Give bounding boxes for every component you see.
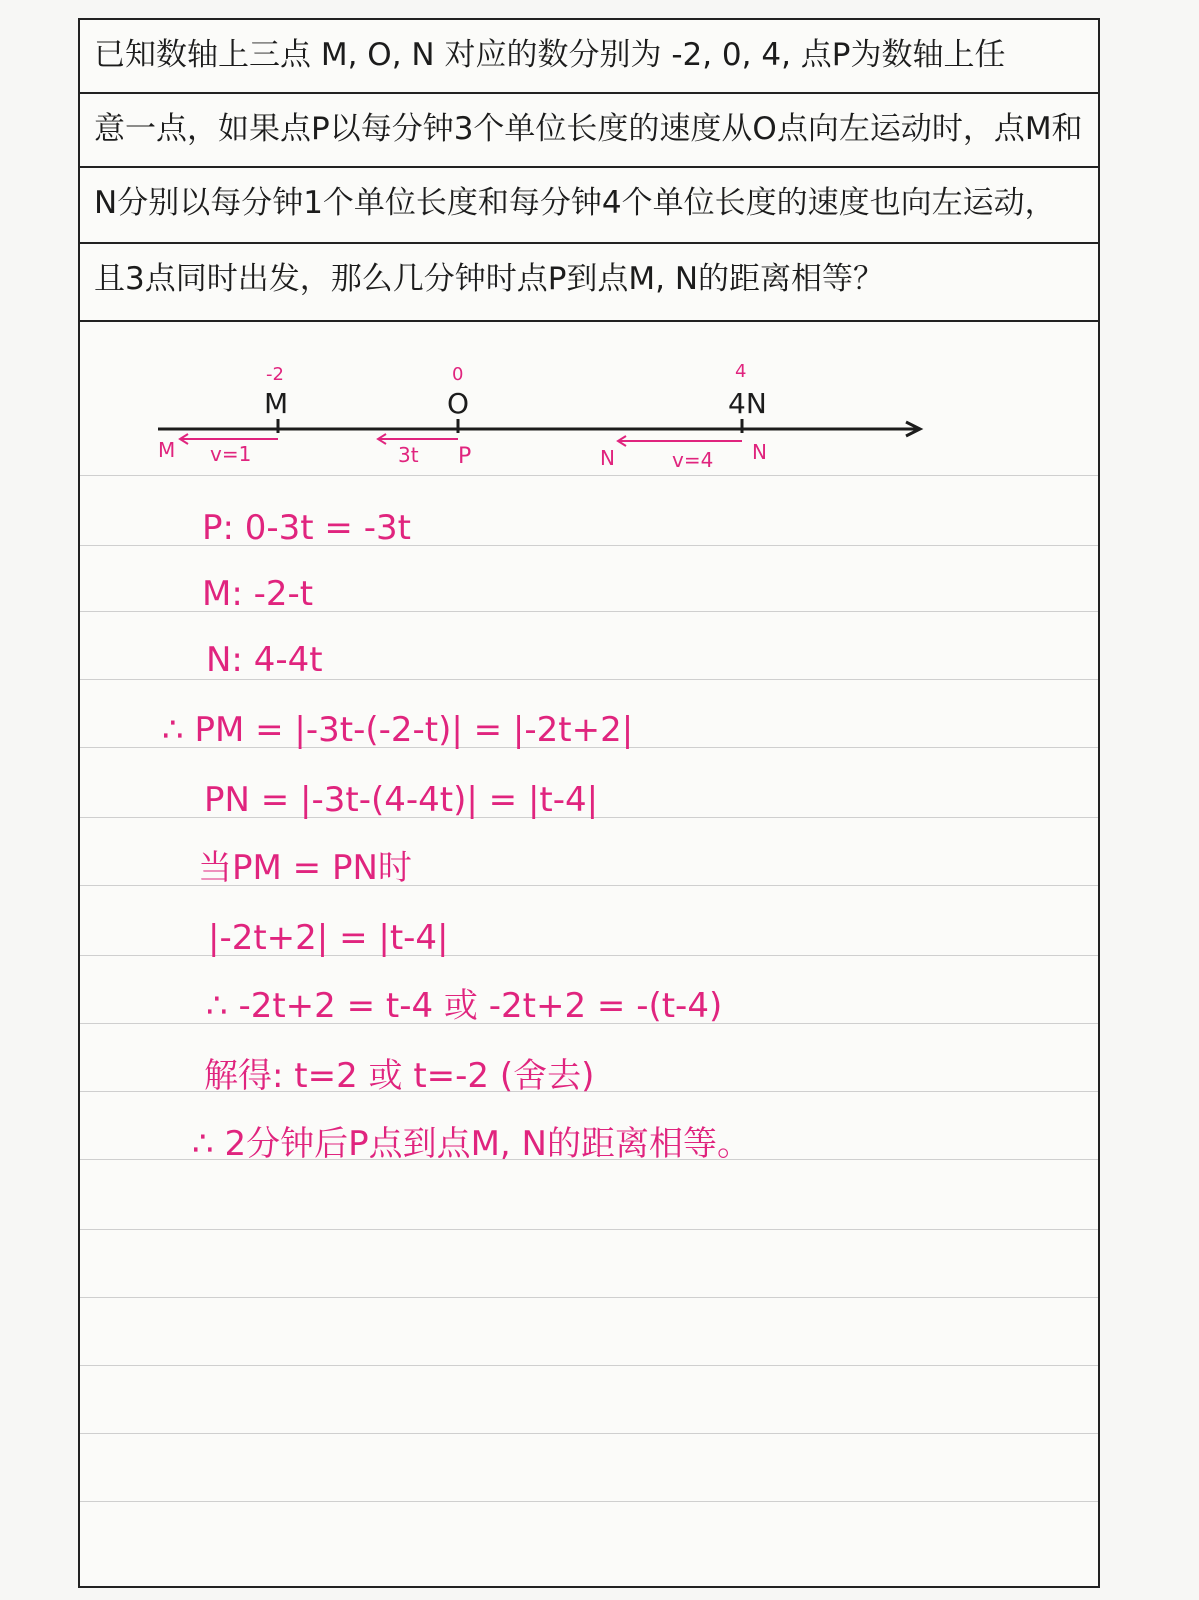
solution-line-5: PN = |-3t-(4-4t)| = |t-4| bbox=[204, 780, 599, 820]
ruled-line bbox=[80, 1433, 1098, 1434]
solution-line-2: M: -2-t bbox=[202, 574, 314, 614]
solution-line-1: P: 0-3t = -3t bbox=[202, 508, 411, 548]
ruled-line bbox=[80, 1229, 1098, 1230]
n-start-label: N bbox=[752, 440, 767, 464]
value-label-m: -2 bbox=[266, 364, 284, 385]
problem-line-1: 已知数轴上三点 M, O, N 对应的数分别为 -2, 0, 4, 点P为数轴上任 bbox=[80, 20, 1098, 94]
ruled-line bbox=[80, 1501, 1098, 1502]
ruled-line bbox=[80, 1365, 1098, 1366]
solution-line-4: ∴ PM = |-3t-(-2-t)| = |-2t+2| bbox=[162, 710, 634, 750]
solution-line-7: |-2t+2| = |t-4| bbox=[208, 918, 449, 958]
solution-line-10: ∴ 2分钟后P点到点M, N的距离相等。 bbox=[192, 1124, 751, 1164]
n-speed-label: v=4 bbox=[672, 448, 714, 472]
problem-line-2: 意一点，如果点P以每分钟3个单位长度的速度从O点向左运动时，点M和 bbox=[80, 94, 1098, 168]
solution-line-9: 解得: t=2 或 t=-2 (舍去) bbox=[204, 1056, 595, 1096]
solution-line-6: 当PM = PN时 bbox=[198, 848, 412, 888]
n-moved-label: N bbox=[600, 446, 615, 470]
m-moved-label: M bbox=[158, 438, 176, 462]
point-label-n: 4N bbox=[728, 387, 767, 420]
m-speed-label: v=1 bbox=[210, 442, 252, 466]
ruled-line bbox=[80, 1297, 1098, 1298]
p-moved-label: P bbox=[458, 444, 472, 469]
number-line-diagram bbox=[80, 325, 1098, 485]
solution-line-3: N: 4-4t bbox=[206, 640, 323, 680]
value-label-n: 4 bbox=[735, 361, 747, 382]
p-speed-label: 3t bbox=[398, 443, 419, 467]
notebook-page bbox=[78, 18, 1100, 1588]
solution-line-8: ∴ -2t+2 = t-4 或 -2t+2 = -(t-4) bbox=[206, 986, 723, 1026]
value-label-o: 0 bbox=[452, 364, 464, 385]
ruled-line bbox=[80, 475, 1098, 476]
problem-line-4: 且3点同时出发，那么几分钟时点P到点M, N的距离相等？ bbox=[80, 244, 1098, 322]
problem-line-3: N分别以每分钟1个单位长度和每分钟4个单位长度的速度也向左运动， bbox=[80, 168, 1098, 244]
point-label-o: O bbox=[447, 387, 470, 420]
point-label-m: M bbox=[264, 387, 289, 420]
